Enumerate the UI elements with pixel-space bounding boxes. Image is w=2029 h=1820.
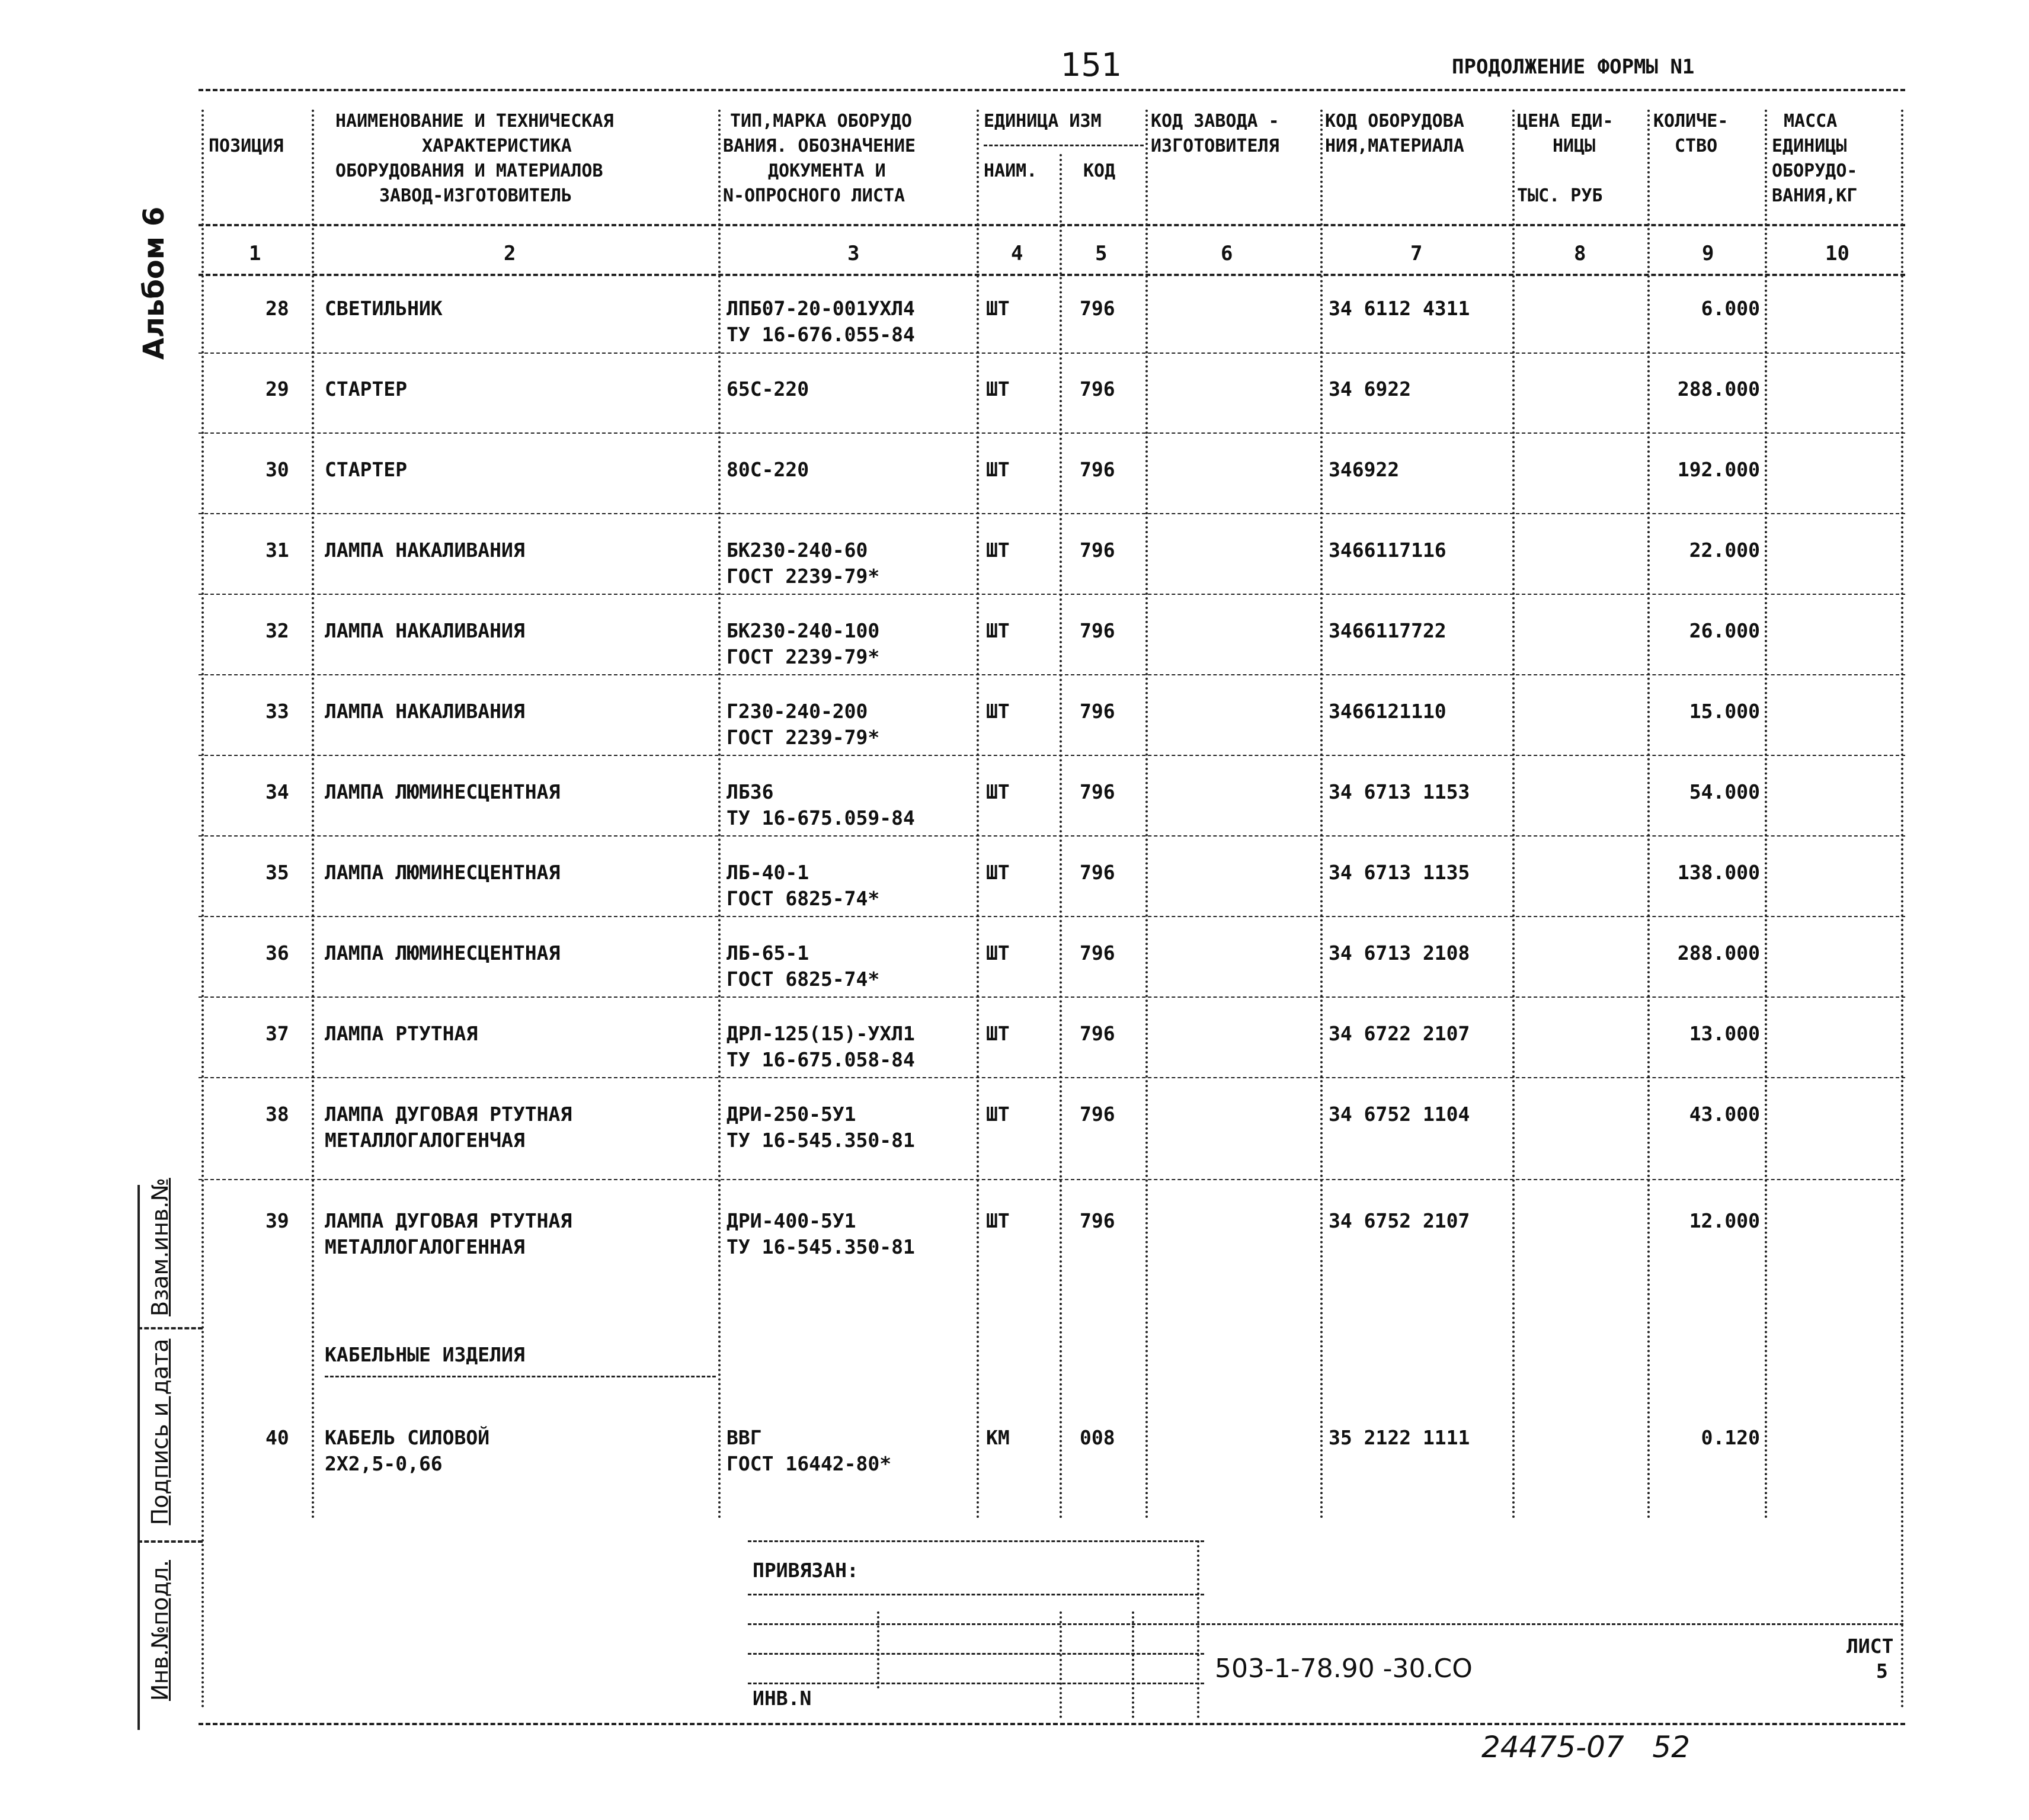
cell-name-line2: МЕТАЛЛОГАЛОГЕННАЯ: [325, 1235, 525, 1258]
cell-code: 796: [1080, 619, 1115, 642]
cell-equip-code: 35 2122 1111: [1329, 1426, 1470, 1449]
section-title: КАБЕЛЬНЫЕ ИЗДЕЛИЯ: [325, 1343, 525, 1366]
cell-equip-code: 3466117116: [1329, 539, 1446, 562]
cell-equip-code: 3466121110: [1329, 700, 1446, 723]
cell-quantity: 192.000: [1677, 458, 1760, 481]
cell-equip-code: 34 6722 2107: [1329, 1022, 1470, 1045]
sheet-number: 5: [1876, 1659, 1888, 1683]
cell-code: 796: [1080, 700, 1115, 723]
col-sep: [718, 110, 721, 1520]
page-number: 151: [1061, 46, 1122, 84]
cell-unit: ШТ: [986, 1209, 1010, 1232]
col-num-8: 8: [1574, 242, 1586, 265]
cell-name: ЛАМПА ДУГОВАЯ РТУТНАЯ: [325, 1103, 572, 1126]
cell-type: 65С-220: [727, 377, 809, 400]
header-col3-line3: ДОКУМЕНТА И: [768, 161, 886, 181]
cell-type-doc: ТУ 16-545.350-81: [727, 1235, 915, 1258]
cell-type-doc: ГОСТ 2239-79*: [727, 645, 880, 668]
header-col10-line4: ВАНИЯ,КГ: [1772, 185, 1858, 206]
cell-type-doc: ГОСТ 6825-74*: [727, 967, 880, 991]
cell-quantity: 26.000: [1689, 619, 1760, 642]
side-stamp-divider: [137, 1540, 203, 1543]
cell-unit: ШТ: [986, 539, 1010, 562]
header-col2-line1: НАИМЕНОВАНИЕ И ТЕХНИЧЕСКАЯ: [335, 111, 614, 132]
header-col2-line3: ОБОРУДОВАНИЯ И МАТЕРИАЛОВ: [335, 161, 603, 181]
header-col10-line3: ОБОРУДО-: [1772, 161, 1858, 181]
col-num-10: 10: [1825, 242, 1849, 265]
cell-code: 796: [1080, 297, 1115, 320]
cell-type: Г230-240-200: [727, 700, 868, 723]
privyazan-label: ПРИВЯЗАН:: [753, 1559, 859, 1582]
header-col6-line2: ИЗГОТОВИТЕЛЯ: [1151, 136, 1279, 156]
col-sep: [1765, 110, 1767, 1520]
cell-quantity: 13.000: [1689, 1022, 1760, 1045]
header-unit-divider: [984, 145, 1144, 146]
cell-position: 33: [265, 700, 289, 723]
cell-name: ЛАМПА НАКАЛИВАНИЯ: [325, 539, 525, 562]
cell-quantity: 0.120: [1701, 1426, 1760, 1449]
cell-equip-code: 34 6752 2107: [1329, 1209, 1470, 1232]
cell-type: ДРИ-250-5У1: [727, 1103, 856, 1126]
col-num-7: 7: [1410, 242, 1423, 265]
cell-type-doc: ТУ 16-676.055-84: [727, 323, 915, 346]
side-stamp-vzam: Взам.инв.№: [147, 1178, 173, 1316]
appendix-title: ПРОДОЛЖЕНИЕ ФОРМЫ N1: [1452, 55, 1695, 79]
side-stamp-signature: Подпись и дата: [147, 1338, 173, 1526]
side-stamp-divider: [137, 1327, 203, 1329]
cell-type: ДРЛ-125(15)-УХЛ1: [727, 1022, 915, 1045]
cell-type: БК230-240-60: [727, 539, 868, 562]
col-num-9: 9: [1702, 242, 1714, 265]
header-col8-line3: ТЫС. РУБ: [1517, 185, 1603, 206]
cell-position: 35: [265, 861, 289, 884]
title-block-rule: [748, 1594, 1204, 1595]
title-block-rule: [748, 1683, 1204, 1684]
cell-quantity: 43.000: [1689, 1103, 1760, 1126]
header-col8-line1: ЦЕНА ЕДИ-: [1517, 111, 1614, 132]
cell-name: ЛАМПА ЛЮМИНЕСЦЕНТНАЯ: [325, 780, 561, 803]
title-block-rule: [748, 1623, 1903, 1625]
cell-code: 796: [1080, 1209, 1115, 1232]
cell-name-line2: 2Х2,5-0,66: [325, 1452, 443, 1475]
cell-code: 796: [1080, 377, 1115, 400]
document-code: 503-1-78.90 -30.СО: [1215, 1654, 1473, 1684]
sheet-label: ЛИСТ: [1846, 1635, 1894, 1658]
cell-unit: ШТ: [986, 700, 1010, 723]
cell-type-doc: ГОСТ 16442-80*: [727, 1452, 892, 1475]
cell-quantity: 54.000: [1689, 780, 1760, 803]
cell-unit: ШТ: [986, 780, 1010, 803]
cell-position: 28: [265, 297, 289, 320]
header-col10-line2: ЕДИНИЦЫ: [1772, 136, 1847, 156]
cell-unit: ШТ: [986, 1103, 1010, 1126]
cell-position: 39: [265, 1209, 289, 1232]
cell-position: 31: [265, 539, 289, 562]
col-sep: [1060, 154, 1062, 1520]
title-block-sep: [1197, 1540, 1199, 1718]
cell-unit: ШТ: [986, 377, 1010, 400]
cell-quantity: 288.000: [1677, 941, 1760, 965]
cell-equip-code: 3466117722: [1329, 619, 1446, 642]
header-col6-line1: КОД ЗАВОДА -: [1151, 111, 1279, 132]
cell-type: 80С-220: [727, 458, 809, 481]
cell-position: 30: [265, 458, 289, 481]
cell-name: ЛАМПА ЛЮМИНЕСЦЕНТНАЯ: [325, 941, 561, 965]
cell-code: 796: [1080, 1103, 1115, 1126]
cell-name: ЛАМПА НАКАЛИВАНИЯ: [325, 700, 525, 723]
bottom-handwritten-number: 24475-07 52: [1481, 1730, 1691, 1764]
cell-quantity: 6.000: [1701, 297, 1760, 320]
cell-quantity: 138.000: [1677, 861, 1760, 884]
cell-position: 32: [265, 619, 289, 642]
cell-equip-code: 346922: [1329, 458, 1400, 481]
col-sep: [977, 110, 979, 1520]
cell-unit: КМ: [986, 1426, 1010, 1449]
cell-type-doc: ГОСТ 2239-79*: [727, 565, 880, 588]
cell-equip-code: 34 6922: [1329, 377, 1412, 400]
cell-type: ЛПБ07-20-001УХЛ4: [727, 297, 915, 320]
cell-unit: ШТ: [986, 1022, 1010, 1045]
cell-code: 796: [1080, 1022, 1115, 1045]
cell-type: ЛБ36: [727, 780, 774, 803]
cell-name: СТАРТЕР: [325, 377, 408, 400]
cell-name: ЛАМПА РТУТНАЯ: [325, 1022, 478, 1045]
header-col9-line2: СТВО: [1675, 136, 1718, 156]
rule-top: [199, 89, 1905, 91]
title-block-rule: [748, 1653, 1204, 1655]
cell-quantity: 288.000: [1677, 377, 1760, 400]
cell-equip-code: 34 6713 1153: [1329, 780, 1470, 803]
cell-quantity: 15.000: [1689, 700, 1760, 723]
cell-equip-code: 34 6713 2108: [1329, 941, 1470, 965]
cell-name: СТАРТЕР: [325, 458, 408, 481]
cell-name-line2: МЕТАЛЛОГАЛОГЕНЧАЯ: [325, 1129, 525, 1152]
col-sep: [1512, 110, 1515, 1520]
cell-position: 38: [265, 1103, 289, 1126]
cell-position: 34: [265, 780, 289, 803]
cell-code: 008: [1080, 1426, 1115, 1449]
header-col7-line1: КОД ОБОРУДОВА: [1325, 111, 1464, 132]
col-num-6: 6: [1221, 242, 1233, 265]
inv-n-label: ИНВ.N: [753, 1687, 812, 1710]
cell-code: 796: [1080, 539, 1115, 562]
cell-name: ЛАМПА ЛЮМИНЕСЦЕНТНАЯ: [325, 861, 561, 884]
header-col8-line2: НИЦЫ: [1553, 136, 1596, 156]
cell-position: 29: [265, 377, 289, 400]
cell-position: 36: [265, 941, 289, 965]
header-col1-line2: ПОЗИЦИЯ: [209, 136, 284, 156]
cell-type: ДРИ-400-5У1: [727, 1209, 856, 1232]
cell-type-doc: ГОСТ 2239-79*: [727, 726, 880, 749]
col-sep: [1647, 110, 1650, 1520]
col-num-5: 5: [1095, 242, 1108, 265]
col-sep: [1901, 110, 1903, 1709]
title-block-sep: [1060, 1611, 1062, 1718]
cell-quantity: 22.000: [1689, 539, 1760, 562]
cell-equip-code: 34 6112 4311: [1329, 297, 1470, 320]
header-col2-line4: ЗАВОД-ИЗГОТОВИТЕЛЬ: [379, 185, 572, 206]
side-stamp-inv: Инв.№подл.: [147, 1560, 173, 1702]
cell-type-doc: ТУ 16-675.059-84: [727, 806, 915, 829]
header-col4: НАИМ.: [984, 161, 1038, 181]
cell-unit: ШТ: [986, 297, 1010, 320]
col-sep: [312, 110, 314, 1520]
cell-type-doc: ТУ 16-675.058-84: [727, 1048, 915, 1071]
header-col7-line2: НИЯ,МАТЕРИАЛА: [1325, 136, 1464, 156]
header-col10-line1: МАССА: [1784, 111, 1838, 132]
cell-equip-code: 34 6713 1135: [1329, 861, 1470, 884]
col-sep: [1320, 110, 1323, 1520]
cell-code: 796: [1080, 941, 1115, 965]
cell-name: КАБЕЛЬ СИЛОВОЙ: [325, 1426, 490, 1449]
cell-type-doc: ГОСТ 6825-74*: [727, 887, 880, 910]
header-unit: ЕДИНИЦА ИЗМ: [984, 111, 1102, 132]
cell-unit: ШТ: [986, 458, 1010, 481]
cell-type: ЛБ-65-1: [727, 941, 809, 965]
header-col3-line1: ТИП,МАРКА ОБОРУДО: [730, 111, 913, 132]
cell-code: 796: [1080, 458, 1115, 481]
col-num-2: 2: [504, 242, 516, 265]
title-block-rule: [748, 1540, 1204, 1542]
header-col2-line2: ХАРАКТЕРИСТИКА: [422, 136, 572, 156]
cell-type: ЛБ-40-1: [727, 861, 809, 884]
cell-type-doc: ТУ 16-545.350-81: [727, 1129, 915, 1152]
col-num-4: 4: [1011, 242, 1023, 265]
cell-unit: ШТ: [986, 619, 1010, 642]
cell-code: 796: [1080, 861, 1115, 884]
header-col5: КОД: [1083, 161, 1116, 181]
cell-name: СВЕТИЛЬНИК: [325, 297, 443, 320]
cell-name: ЛАМПА ДУГОВАЯ РТУТНАЯ: [325, 1209, 572, 1232]
cell-equip-code: 34 6752 1104: [1329, 1103, 1470, 1126]
cell-name: ЛАМПА НАКАЛИВАНИЯ: [325, 619, 525, 642]
album-label: Альбом 6: [137, 206, 171, 360]
section-underline: [325, 1376, 716, 1377]
col-num-1: 1: [249, 242, 261, 265]
header-col9-line1: КОЛИЧЕ-: [1653, 111, 1729, 132]
cell-code: 796: [1080, 780, 1115, 803]
cell-type: БК230-240-100: [727, 619, 880, 642]
cell-quantity: 12.000: [1689, 1209, 1760, 1232]
cell-position: 40: [265, 1426, 289, 1449]
cell-unit: ШТ: [986, 861, 1010, 884]
title-block-sep: [877, 1611, 879, 1688]
header-col3-line4: N-ОПРОСНОГО ЛИСТА: [723, 185, 905, 206]
header-col3-line2: ВАНИЯ. ОБОЗНАЧЕНИЕ: [723, 136, 916, 156]
cell-position: 37: [265, 1022, 289, 1045]
col-num-3: 3: [847, 242, 860, 265]
title-block-sep: [1132, 1611, 1134, 1718]
cell-type: ВВГ: [727, 1426, 762, 1449]
rule-bottom: [199, 1723, 1905, 1725]
cell-unit: ШТ: [986, 941, 1010, 965]
col-sep: [1145, 110, 1148, 1520]
